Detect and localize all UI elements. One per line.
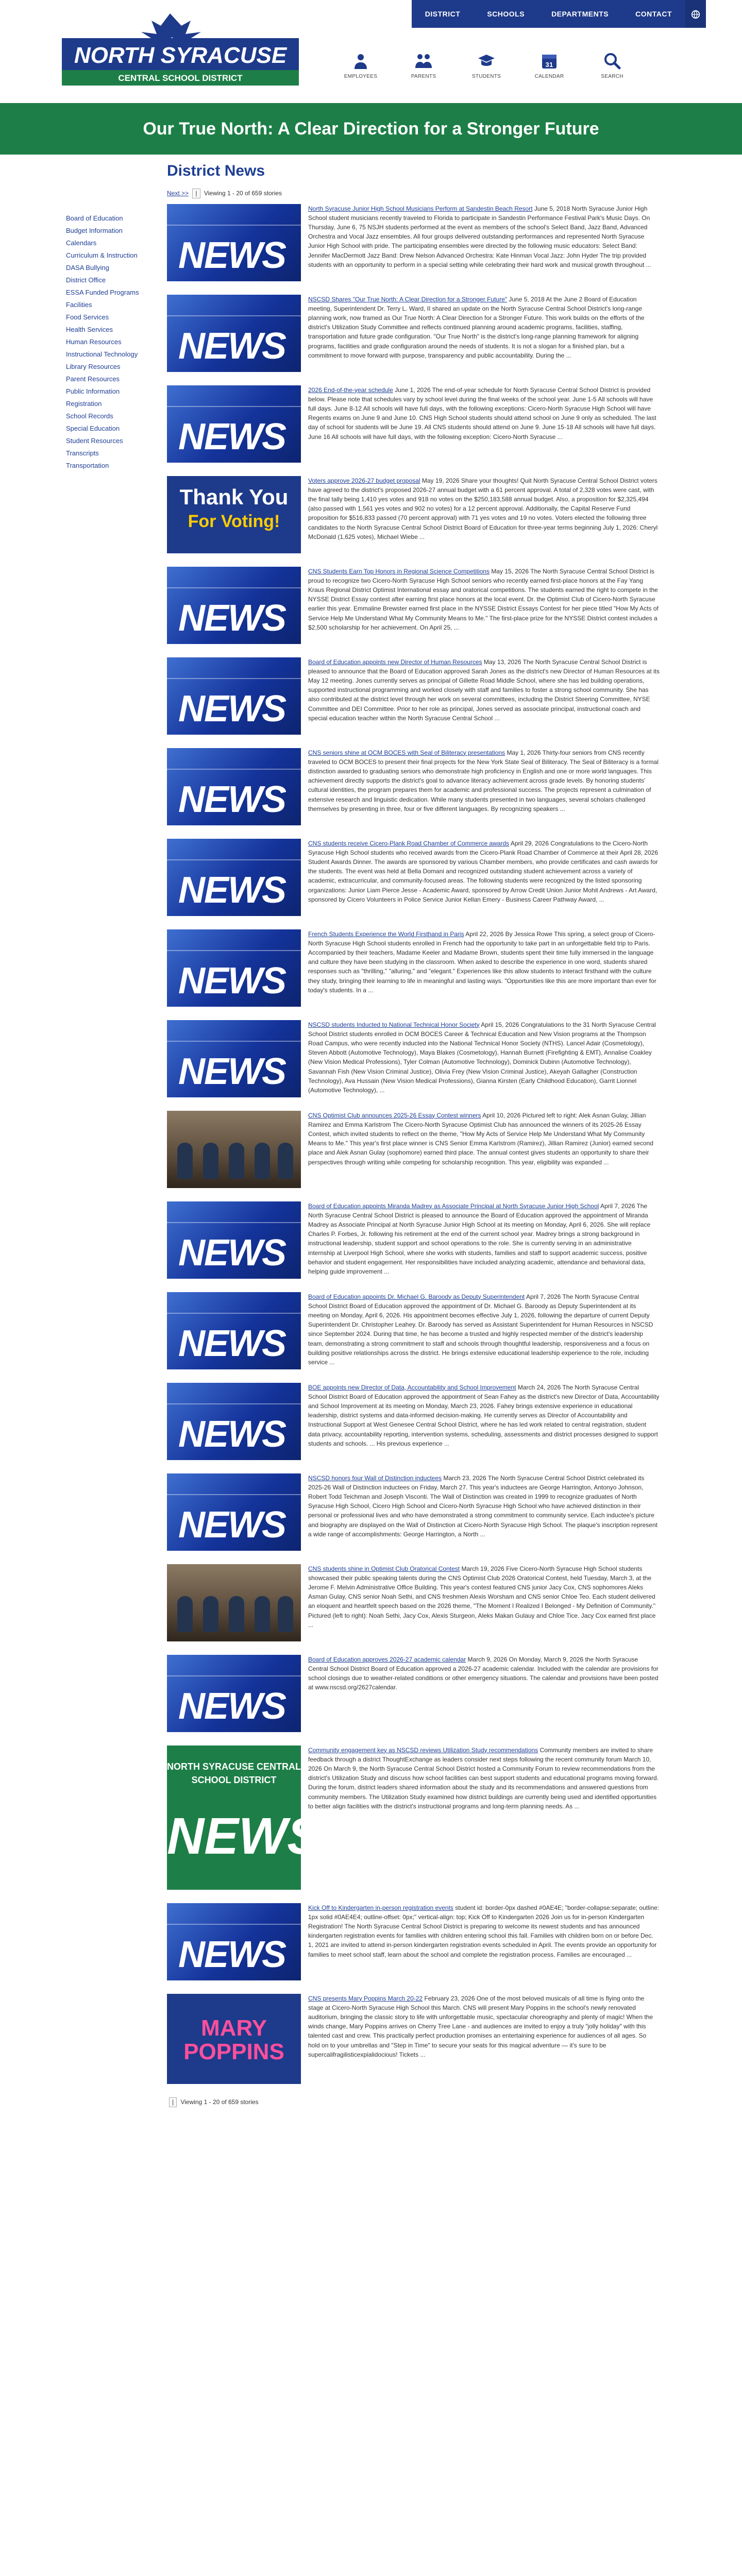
news-date: March 23, 2026 <box>443 1474 486 1482</box>
employees-icon <box>351 52 370 70</box>
thumb-line <box>167 1041 301 1042</box>
quick-link-students[interactable] <box>466 52 507 81</box>
main-content <box>119 155 660 2576</box>
news-date: March 19, 2026 <box>461 1565 504 1572</box>
thumb-line <box>167 950 301 951</box>
news-thumbnail[interactable] <box>167 1655 301 1732</box>
news-date: April 29, 2026 <box>510 839 549 847</box>
news-item <box>167 657 660 735</box>
sidebar-link[interactable]: District Office <box>66 276 106 284</box>
news-headline-link[interactable]: CNS presents Mary Poppins March 20-22 <box>308 1994 423 2002</box>
sidebar-link[interactable]: Parent Resources <box>66 375 120 383</box>
news-date: May 1, 2026 <box>507 749 541 756</box>
sidebar-link[interactable]: Special Education <box>66 425 120 432</box>
news-date: February 23, 2026 <box>424 1994 475 2002</box>
news-body <box>308 1473 660 1551</box>
news-body <box>308 567 660 644</box>
news-headline-link[interactable]: Community engagement key as NSCSD reviews Utilization Study recommendations <box>308 1746 538 1754</box>
thumb-news-text: NEWS <box>178 1232 285 1274</box>
news-thumbnail[interactable] <box>167 1903 301 1980</box>
nav-departments[interactable]: DEPARTMENTS <box>551 10 609 18</box>
content-wrapper <box>0 155 742 2576</box>
news-headline-link[interactable]: BOE appoints new Director of Data, Accountability and School Improvement <box>308 1383 516 1391</box>
news-thumbnail[interactable] <box>167 1745 322 1890</box>
quick-link-label: PARENTS <box>411 74 436 79</box>
news-item <box>167 1745 660 1890</box>
news-date: April 15, 2026 <box>481 1021 519 1028</box>
news-headline-link[interactable]: NSCSD Shares "Our True North: A Clear Direction for a Stronger Future" <box>308 295 508 303</box>
news-summary: Pictured left to right: Alek Asnan Gulay, Jillian Ramirez and Emma Karlstrom The Cicero-North Syracuse Optimist Club has announced the winners of its 2025-26 Essay Contest, which invited students to reflect on the theme, "How My Acts of Service Help Me Understand What My Community Means to Me." This year's first place winner is CNS Senior Emma Karlstrom (Ramirez), Jillian Ramirez (Junior) earned second place and Alek Asnan Gulay (sophomore) earned third place. The annual contest gives students an opportunity to share their perspectives through writing while competing for scholarship recognition. This year, eligibility was expanded ... <box>308 1111 653 1166</box>
news-thumbnail[interactable] <box>167 657 301 735</box>
news-thumbnail[interactable] <box>167 204 301 281</box>
news-body <box>308 295 660 372</box>
news-body <box>308 1745 660 1890</box>
quick-link-label: EMPLOYEES <box>344 74 378 79</box>
news-date: April 22, 2026 <box>465 930 504 938</box>
pager-bottom <box>167 2097 660 2109</box>
thumb-line <box>167 587 301 588</box>
thumb-line <box>167 1924 301 1925</box>
news-body <box>308 204 660 281</box>
sidebar-link[interactable]: Food Services <box>66 313 109 321</box>
thumb-line <box>167 315 301 316</box>
sidebar-link[interactable]: Board of Education <box>66 214 123 222</box>
news-body <box>308 1020 660 1097</box>
news-item <box>167 1473 660 1551</box>
thumb-news-text: NEWS <box>178 1413 285 1455</box>
sidebar-link[interactable]: Transportation <box>66 462 109 469</box>
news-item <box>167 385 660 463</box>
thumb-line <box>167 859 301 860</box>
pager-control[interactable]: | <box>192 189 200 198</box>
news-item <box>167 295 660 372</box>
news-date: June 1, 2026 <box>395 386 431 394</box>
news-item <box>167 567 660 644</box>
news-headline-link[interactable]: CNS Optimist Club announces 2025-26 Essay Contest winners <box>308 1111 481 1119</box>
thumb-voting-text: For Voting! <box>188 511 280 531</box>
news-body <box>308 929 660 1007</box>
news-thumbnail[interactable] <box>167 748 301 825</box>
news-date: May 13, 2026 <box>483 658 521 666</box>
district-logo[interactable] <box>62 11 299 88</box>
pager-viewing: Viewing 1 - 20 of 659 stories <box>204 189 282 197</box>
news-item <box>167 204 660 281</box>
globe-icon <box>691 10 700 19</box>
news-item <box>167 1564 660 1641</box>
news-thumbnail[interactable] <box>167 1564 301 1641</box>
news-date: June 5, 2018 <box>534 205 570 212</box>
news-summary: Five Cicero-North Syracuse High School students showcased their public speaking talents during the CNS Optimist Club 2026 Oratorical Contest, held Tuesday, March 3, at the Jerome F. Melvin Administrative Office Building. This year's contest featured CNS junior Jacy Cox, CNS sophomores Aleks Asman Gulay, CNS senior Noah Sethi, and CNS freshmen Alexis Worsham and CNS senior Chloe Teo. Each student delivered an eloquent and heartfelt speech based on the 2026 theme, "The Moment I Realized I Belonged - My Definition of Community." Pictured (left to right): Noah Sethi, Jacy Cox, Alexis Sturgeon, Aleks Makan Gulauy and Chloe Tice. Jacy Cox earned first place ... <box>308 1565 656 1629</box>
news-body <box>308 476 660 553</box>
photo-person <box>229 1596 244 1632</box>
news-thumbnail[interactable] <box>167 1020 301 1097</box>
parents-icon <box>414 52 433 70</box>
news-item <box>167 748 660 825</box>
sidebar-link[interactable]: School Records <box>66 412 113 420</box>
news-summary: One of the most beloved musicals of all time is flying onto the stage at Cicero-North Syracuse High School this March. CNS will present Mary Poppins in the school's newly renovated auditorium, bringing the classic story to life with unforgettable music, spectacular choreography and plenty of magic! When the winds change, Mary Poppins arrives on Cherry Tree Lane - and audiences are invited to enjoy a truly "jolly holiday" with this talented cast and crew. This practically perfect production promises an entertaining experience for audiences of all ages. So hold on to your umbrellas and "Step in Time" to secure your seats for this magical adventure — it's sure to be supercalifragilisticexpialidocious! Tickets ... <box>308 1994 653 2058</box>
photo-person <box>278 1143 293 1179</box>
thumb-news-text: NEWS <box>178 1323 285 1364</box>
news-thumbnail[interactable] <box>167 295 301 372</box>
photo-person <box>177 1143 193 1179</box>
news-thumbnail[interactable] <box>167 1473 301 1551</box>
news-summary: The end-of-year schedule for North Syracuse Central School District is provided below. Please note that schedules vary by school level during the final weeks of the school year. June 1-5 All schools will have full days. June 8-12 All schools will have full days, with the following exceptions: Cicero-North Syracuse High School will have Regents exams on June 9 and June 10. CNS High School students should attend school on June 9 only as scheduled. The last day of school for students will be June 19. All CNS students should attend on June 9. June 15-18 All schools will have full days. June 16 All schools will have full days, with the following exception: Cicero-North Syracuse ... <box>308 386 656 440</box>
news-summary: The North Syracuse Central School District is proud to recognize two Cicero-North Syracuse High School seniors who recently earned first-place honors at the Fay Yang Kraus Regional District Optimist International essay and oratorical competitions. The students earned the right to compete in the NYSSE District Essay contest after earning first place honors at the local event. Dr. the Optimist Club of Cicero-North Syracuse earlier this year. Emmaline Brewster earned first place in the NYSSE District Essays Contest for her piece titled "How My Acts of Service Help Me Understand What My Community Means to Me." The first-place prize for the NYSSE District contest includes a $2,500 scholarship for her achievement. On April 25, ... <box>308 567 659 631</box>
news-item <box>167 1994 660 2084</box>
quick-link-parents[interactable] <box>403 52 444 81</box>
quick-link-label: STUDENTS <box>471 74 501 79</box>
thumb-news-text: NEWS <box>178 1685 285 1727</box>
thumb-thanks-text: Thank You <box>179 484 289 509</box>
quick-link-employees[interactable] <box>340 52 381 81</box>
site-header <box>0 0 742 103</box>
page-title: District News <box>167 162 265 179</box>
news-summary: Community members are invited to share feedback through a district ThoughtExchange as leaders consider next steps following the recent community forum March 10, 2026 On March 9, the North Syracuse Central School District hosted a Community Forum to review recommendations from the district's Utilization Study and discuss how school facilities can best support students and educational programs moving forward. During the forum, district leaders shared information about the study and its recommendations and answered questions from community members. The Utilization Study examined how district buildings are currently being used and identified opportunities to better align facilities with the district's instructional programs and long-term planning needs. As ... <box>308 1746 659 1810</box>
translate-button[interactable] <box>685 0 706 28</box>
pager-control[interactable]: | <box>169 2097 177 2107</box>
news-headline-link[interactable]: NSCSD honors four Wall of Distinction inductees <box>308 1474 442 1482</box>
news-date: April 10, 2026 <box>482 1111 521 1119</box>
news-item <box>167 1111 660 1188</box>
news-item <box>167 1292 660 1369</box>
news-headline-link[interactable]: Board of Education appoints new Director of Human Resources <box>308 658 482 666</box>
thumb-news-text: NEWS <box>178 869 285 911</box>
news-headline-link[interactable]: Board of Education appoints Miranda Madrey as Associate Principal at North Syracuse Junior High School <box>308 1202 599 1210</box>
news-body <box>308 1383 660 1460</box>
news-summary: Share your thoughts! Quit North Syracuse Central School District voters have agreed to the district's proposed 2026-27 annual budget with a 61 percent approval. A total of 2,328 votes were cast, with the final tally being 1,410 yes votes and 918 no votes on the $250,183,588 annual budget. Also, a proposition for $2,325,494 (also passed with 1,561 yes votes and 902 no votes) for a 12 percent approval. Additionally, the Capital Reserve Fund proposition for $516,833 passed (70 percent approval) with 71 yes votes and 19 no votes. Voters elected the following three candidates to the North Syracuse Central School District Board of Education for three-year terms beginning July 1, 2026: Cheryl McDonald (1,625 votes), Michael Wiebe ... <box>308 477 658 540</box>
news-headline-link[interactable]: NSCSD students Inducted to National Technical Honor Society <box>308 1021 480 1028</box>
news-date: April 7, 2026 <box>526 1293 561 1300</box>
news-thumbnail[interactable] <box>167 1383 301 1460</box>
thumb-line <box>167 769 301 770</box>
news-headline-link[interactable]: French Students Experience the World Firsthand in Paris <box>308 930 464 938</box>
sidebar-link[interactable]: Instructional Technology <box>66 350 138 358</box>
logo-top-text: NORTH SYRACUSE <box>74 43 287 68</box>
news-item <box>167 1383 660 1460</box>
news-date: May 15, 2026 <box>491 567 529 575</box>
thumb-news-text: NEWS <box>178 1504 285 1546</box>
quick-link-calendar[interactable] <box>529 52 570 81</box>
news-headline-link[interactable]: North Syracuse Junior High School Musicians Perform at Sandestin Beach Resort <box>308 205 533 212</box>
news-headline-link[interactable]: CNS Students Earn Top Honors in Regional Science Competitions <box>308 567 490 575</box>
news-thumbnail[interactable] <box>167 1994 301 2084</box>
news-summary: Congratulations to the Cicero-North Syracuse High School students who received awards from the Cicero-Plank Road Chamber of Commerce at their April 28, 2026 Student Awards Dinner. The awards are sponsored by various Chamber members, who provide certificates and cash awards for the students. The event was held at Bella Domani and recognized outstanding student achievement across a variety of academic, extracurricular, and community-focused areas. The following students were recognized by the listed sponsoring organizations: Junior Liam Pierce Jesse - Academic Award, sponsored by Arrow Credit Union Junior Mohit Andrews - Art Award, sponsored by Cicero Volunteers in Police Service Junior Kellan Emery - Business Career Pathway Award, ... <box>308 839 658 903</box>
news-headline-link[interactable]: Voters approve 2026-27 budget proposal <box>308 477 420 484</box>
news-summary: At the June 2 Board of Education meeting, Superintendent Dr. Terry L. Ward, II shared an update on the North Syracuse Central School District's long-range planning work, now framed as Our True North: A Clear Direction for a Stronger Future. This work builds on the efforts of the district's Utilization Study Committee and reflects continued planning around academic programs, facilities, staffing, transportation and future grade configuration. "Our True North" is the district's long-range planning framework for aligning programs, facilities and grade configuration around the needs of students. It is not a slogan for a finished plan, but a commitment to move forward with purpose, transparency and public accountability. During the ... <box>308 295 645 359</box>
news-summary: The North Syracuse Central School District celebrated its 2025-26 Wall of Distinction inductees on Friday, March 27. This year's inductees are George Harrington, Antonyo Johnson, Robert Todd Teichman and Joseph Visconti. The Wall of Distinction was created in 1999 to recognize graduates of North Syracuse High School, Cicero High School and Cicero-North Syracuse High School who have achieved distinction in their personal or professional lives and who have demonstrated a strong commitment to community service. Each inductee's picture and biography are displayed on the Wall of Distinction at Cicero-North Syracuse High School. The plaque's inscription represent a wide range of accomplishments: George Harrington, a North ... <box>308 1474 657 1538</box>
news-body <box>308 748 660 825</box>
news-headline-link[interactable]: Kick Off to Kindergarten in-person registration events <box>308 1904 453 1911</box>
thumb-line <box>167 406 301 407</box>
news-body <box>308 385 660 463</box>
news-headline-link[interactable]: Board of Education appoints Dr. Michael G. Baroody as Deputy Superintendent <box>308 1293 525 1300</box>
sidebar-link[interactable]: Budget Information <box>66 227 123 234</box>
news-body <box>308 1201 660 1279</box>
news-body <box>308 1655 660 1732</box>
news-summary: Thirty-four seniors from CNS recently traveled to OCM BOCES to present their final projects for the New York State Seal of Biliteracy. The Seal of Biliteracy is a formal distinction awarded to graduating seniors who demonstrate high proficiency in English and one or more world languages. This achievement directly supports the district's goal to advance literacy achievement across grade levels. By honoring students' cultural identities, the program prepares them for academic and professional success. The projects represent a culmination of extensive research and linguistic dedication. While many students presented in two languages, several scholars challenged themselves by presenting in three, four or five different languages. By recognizing speakers ... <box>308 749 659 812</box>
top-nav <box>412 0 706 28</box>
sidebar-link[interactable]: Calendars <box>66 239 97 247</box>
news-body <box>308 1903 660 1980</box>
calendar-day: 31 <box>545 61 553 69</box>
news-body <box>308 1994 660 2084</box>
news-item <box>167 839 660 916</box>
thumb-news-text: NEWS <box>178 597 285 639</box>
thumb-news-text: NEWS <box>178 778 285 820</box>
news-body <box>308 1292 660 1369</box>
news-thumbnail[interactable] <box>167 476 301 553</box>
pager-top <box>167 189 660 200</box>
students-icon <box>477 52 496 70</box>
pager-next-link[interactable]: Next >> <box>167 189 189 197</box>
news-date: March 9, 2026 <box>467 1655 508 1663</box>
sidebar-link[interactable]: Student Resources <box>66 437 123 445</box>
news-thumbnail[interactable] <box>167 1292 301 1369</box>
news-thumbnail[interactable] <box>167 929 301 1007</box>
news-item <box>167 1655 660 1732</box>
news-headline-link[interactable]: Board of Education approves 2026-27 academic calendar <box>308 1655 466 1663</box>
news-date: May 19, 2026 <box>421 477 460 484</box>
pager-viewing: Viewing 1 - 20 of 659 stories <box>180 2098 259 2106</box>
thumb-line <box>167 678 301 679</box>
thumb-news-text: NEWS <box>178 325 285 367</box>
thumb-news-text: NEWS <box>178 234 285 276</box>
sidebar-link[interactable]: Facilities <box>66 301 92 309</box>
news-thumbnail[interactable] <box>167 567 301 644</box>
news-date: March 24, 2026 <box>517 1383 561 1391</box>
thumb-news-text: NEWS <box>167 1807 322 1865</box>
logo-bottom-text: CENTRAL SCHOOL DISTRICT <box>118 73 243 83</box>
quick-link-label: SEARCH <box>601 74 623 79</box>
news-summary: student id: border-0px dashed #0AE4E; "border-collapse:separate; outline: 1px solid #0AE4E4; outline-offset: 0px;" vertical-align: top; Kick Off to Kindergarten 2026 Join us for in-person Kindergarten Registration! The North Syracuse Central School District is preparing to welcome its newest students and has announced kindergarten registration events for families with children entering school this fall. Families with children born on or before Dec. 1, 2021 are invited to attend in-person kindergarten registration events scheduled in April. The events provide an opportunity for families to meet school staff, learn about the school and complete the registration process. Families are encouraged ... <box>308 1904 660 1958</box>
news-thumbnail[interactable] <box>167 1201 301 1279</box>
nav-contact[interactable]: CONTACT <box>635 10 672 18</box>
news-summary: The North Syracuse Central School District Board of Education approved the appointment of Dr. Michael G. Baroody as Deputy Superintendent at its meeting on Monday, April 6, 2026. His appointment becomes effective July 1, 2026, following the departure of current Deputy Superintendent Dr. Christopher Leahey. Dr. Baroody has served as Assistant Superintendent for Human Resources in NSCSD since September 2024. During that time, he has become a trusted and highly respected member of the district's leadership team, demonstrating a strong commitment to staff and schools through thoughtful leadership, responsiveness and a focus on building positive relationships across the district. He brings extensive educational leadership experience to the role, including service ... <box>308 1293 653 1366</box>
news-thumbnail[interactable] <box>167 385 301 463</box>
news-thumbnail[interactable] <box>167 1111 301 1188</box>
quick-link-label: CALENDAR <box>534 74 564 79</box>
thumb-mary-text: MARY POPPINS <box>183 2015 284 2064</box>
news-summary: The North Syracuse Central School District Board of Education approved the appointment of Sean Fahey as the district's new Director of Data, Accountability and School Improvement at its meeting on Monday, March 23, 2026. Fahey brings extensive experience in educational leadership, district systems and data-informed decision-making. He currently serves as Director of Accountability and Instructional Support at West Genesee Central School District, where he has led work related to central registration, student data privacy, accountability reporting, intervention systems, scheduling, assessments and district processes designed to support students and schools. ... His previous experience ... <box>308 1383 660 1447</box>
news-summary: The North Syracuse Central School District is pleased to announce that the Board of Education approved Sarah Jones as the district's new Director of Human Resources at its May 12 meeting. Jones currently serves as principal of Gillette Road Middle School, where she has led building operations, supported instructional programming and worked closely with staff and families to foster a strong school community. She has also contributed at the district level through her work on several committees, including the District Steering Committee, NYSE Committee and DEI Committee. Prior to her role as principal, Jones served as associate principal, instructional coach and special education teacher within the North Syracuse Central School ... <box>308 658 660 722</box>
photo-person <box>177 1596 193 1632</box>
quick-link-search[interactable] <box>592 52 633 81</box>
news-item <box>167 1903 660 1980</box>
photo-person <box>255 1596 270 1632</box>
thumb-line <box>167 225 301 226</box>
news-item <box>167 476 660 553</box>
page-banner: Our True North: A Clear Direction for a Stronger Future <box>0 103 742 155</box>
news-body <box>308 657 660 735</box>
thumb-line <box>167 1675 301 1676</box>
thumb-news-text: NEWS <box>178 1934 285 1975</box>
search-icon <box>603 52 621 70</box>
sidebar-link[interactable]: DASA Bullying <box>66 264 109 272</box>
photo-person <box>229 1143 244 1179</box>
thumb-line <box>167 1313 301 1314</box>
sidebar-link[interactable]: Public Information <box>66 387 120 395</box>
thumb-news-text: NEWS <box>178 416 285 457</box>
news-headline-link[interactable]: CNS seniors shine at OCM BOCES with Seal of Biliteracy presentations <box>308 749 505 756</box>
news-headline-link[interactable]: CNS students receive Cicero-Plank Road Chamber of Commerce awards <box>308 839 510 847</box>
quick-links <box>340 52 633 81</box>
news-headline-link[interactable]: CNS students shine in Optimist Club Oratorical Contest <box>308 1565 460 1572</box>
news-item <box>167 1020 660 1097</box>
news-date: June 5, 2018 <box>509 295 545 303</box>
news-body <box>308 1564 660 1641</box>
news-thumbnail[interactable] <box>167 839 301 916</box>
photo-person <box>255 1143 270 1179</box>
photo-person <box>203 1596 218 1632</box>
news-body <box>308 839 660 916</box>
news-body <box>308 1111 660 1188</box>
sidebar-link[interactable]: Health Services <box>66 326 113 333</box>
thumb-district-text: NORTH SYRACUSE CENTRAL SCHOOL DISTRICT <box>167 1761 301 1785</box>
news-date: April 7, 2026 <box>600 1202 635 1210</box>
thumb-news-text: NEWS <box>178 1050 285 1092</box>
nav-schools[interactable]: SCHOOLS <box>487 10 525 18</box>
photo-person <box>203 1143 218 1179</box>
news-item <box>167 1201 660 1279</box>
news-summary: North Syracuse Junior High School student musicians recently traveled to Florida to participate in Sandestin Performance Festival Park's Music Days. On Thursday, June 6, 75 NSJH students performed at the event as members of the school's Select Band, Jazz Band, Advanced Orchestra and Vocal Jazz ensembles. All four groups delivered outstanding performances and represented North Syracuse Junior High School with pride. The participating ensembles were directed by the following music educators: Select Band: Jennifer MacDermott Jazz Band: Drew Nelson Advanced Orchestra: Kate Hinman Vocal Jazz: John Hyder The trip provided students with an opportunity to perform in a special setting while celebrating their hard work and musical growth throughout ... <box>308 205 651 268</box>
sidebar-link[interactable]: Transcripts <box>66 449 99 457</box>
news-list <box>167 204 660 2084</box>
news-summary: The North Syracuse Central School District is pleased to announce the Board of Education approved the appointment of Miranda Madrey as Associate Principal at North Syracuse Junior High School at its meeting on Monday, April 6, 2026. She will replace Charles P. Forbes, Jr. following his retirement at the end of the current school year. Madrey brings a strong background in instructional leadership, student support and school operations to the role. She is currently serving in an administrative internship at Liverpool High School, where she works with students, families and staff to support academic success, positive behavior and student engagement. Her responsibilities have included analyzing academic, attendance and behavioral data, helping guide improvement ... <box>308 1202 651 1276</box>
sidebar-nav <box>0 155 139 2576</box>
nav-district[interactable]: DISTRICT <box>425 10 461 18</box>
photo-person <box>278 1596 293 1632</box>
news-summary: On Monday, March 9, 2026 the North Syracuse Central School District Board of Education approved a 2026-27 academic calendar. Included with the calendar are provisions for school closings due to weather-related conditions or other emergency situations. The calendar and provisions have been posted at www.nscsd.org/2627calendar. <box>308 1655 659 1691</box>
thumb-line <box>167 1403 301 1404</box>
sidebar-link[interactable]: ESSA Funded Programs <box>66 289 139 296</box>
news-headline-link[interactable]: 2026 End-of-the-year schedule <box>308 386 393 394</box>
news-item <box>167 929 660 1007</box>
calendar-icon <box>540 52 559 70</box>
thumb-line <box>167 1494 301 1495</box>
thumb-news-text: NEWS <box>178 960 285 1002</box>
news-summary: By Jessica Rowe This spring, a select group of Cicero-North Syracuse High School students enrolled in French had the opportunity to take part in an unforgettable field trip to Paris. Accompanied by their teachers, Madame Keeler and Madame Brown, students spent their time fully immersed in the language and culture they have been studying in the classroom. When asked to describe the experience in one word, students shared responses such as "thrilling," "alluring," and "elegant." Experiences like this allow students to interact firsthand with the culture they study, bringing their learning to life in meaningful and lasting ways. "Opportunities like this are more important than ever for today's students. In a ... <box>308 930 656 994</box>
news-summary: Congratulations to the 31 North Syracuse Central School District students enrolled in OCM BOCES Career & Technical Education and New Vision programs at the Thompson Road Campus, who were recently inducted into the National Technical Honor Society (NTHS). Lancel Adair (Cosmetology), Steven Abbott (Automotive Technology), Maya Blakes (Cosmetology), Hannah Burnett (Firefighting & EMT), Annalise Coakley (New Vision Medical Professions), Tyler Colman (Automotive Technology), Dominick Dubinn (Automotive Technology), Savannah Fish (New Vision Criminal Justice), Olivia Frey (New Vision Criminal Justice), Akeyah Gallagher (Construction Technology), Ava Hussain (New Vision Medical Professions), Gianna Kirsten (Early Childhood Education), Garrit Lionnel (Automotive Technology), ... <box>308 1021 656 1094</box>
sidebar-link[interactable]: Curriculum & Instruction <box>66 251 138 259</box>
thumb-news-text: NEWS <box>178 688 285 730</box>
thumb-line <box>167 1222 301 1223</box>
sidebar-link[interactable]: Registration <box>66 400 102 408</box>
sidebar-link[interactable]: Human Resources <box>66 338 122 346</box>
sidebar-link[interactable]: Library Resources <box>66 363 121 370</box>
